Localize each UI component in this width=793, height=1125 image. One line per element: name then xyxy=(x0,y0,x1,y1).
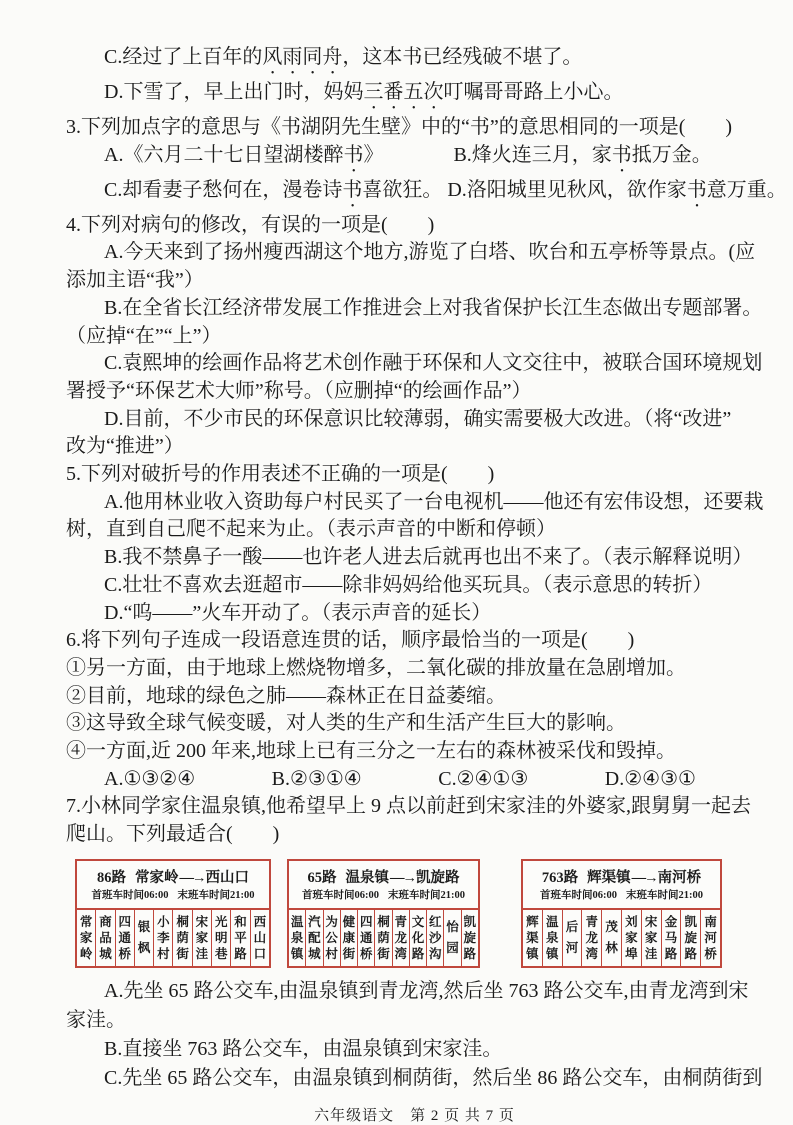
stop-char: 刘 xyxy=(625,914,638,929)
text-segment: A.先坐 65 路公交车,由温泉镇到青龙湾,然后坐 763 路公交车,由青龙湾到宋 xyxy=(104,979,749,1002)
text-segment: 抵万金。 xyxy=(631,143,712,166)
answer-choices-row xyxy=(104,766,696,794)
stop-char: 通 xyxy=(359,930,373,945)
stop-char: 洼 xyxy=(195,946,209,961)
stop-char: 城 xyxy=(308,946,321,961)
stop-char: 路 xyxy=(234,946,247,961)
last-bus-time: 末班车时间21:00 xyxy=(177,889,255,901)
text-segment: ②目前，地球的绿色之肺——森林正在日益萎缩。 xyxy=(66,684,506,707)
stop-char: 怡 xyxy=(446,919,459,934)
stop-name xyxy=(621,910,641,966)
stop-char: 泉 xyxy=(545,930,559,945)
text-line xyxy=(66,212,763,240)
stop-name xyxy=(153,910,172,966)
stop-char: 温 xyxy=(290,914,304,929)
text-line xyxy=(66,821,763,849)
stop-name xyxy=(542,910,562,966)
stop-char: 沟 xyxy=(429,946,442,961)
stop-name xyxy=(461,910,478,966)
stop-name xyxy=(443,910,460,966)
stop-char: 家 xyxy=(625,930,638,945)
text-segment: ④一方面,近 200 年来,地球上已有三分之一左右的森林被采伐和毁掉。 xyxy=(66,740,676,763)
stop-char: 旋 xyxy=(684,930,698,945)
stop-char: 青 xyxy=(585,914,599,929)
stop-char: 路 xyxy=(411,946,425,961)
text-line xyxy=(66,406,763,434)
stop-char: 康 xyxy=(342,930,356,945)
route-title xyxy=(523,861,720,887)
text-segment: C.袁熙坤的绘画作品将艺术创作融于环保和人文交往中，被联合国环境规划 xyxy=(104,352,763,375)
stop-char: 为 xyxy=(325,914,338,929)
stop-char: 林 xyxy=(605,941,618,956)
text-segment: A.《六月二十七日望湖楼醉 xyxy=(104,143,344,166)
route-from: 辉渠镇 xyxy=(587,869,631,886)
text-segment: 改为“推进”） xyxy=(66,435,184,458)
text-line xyxy=(66,239,763,267)
stop-char: 桥 xyxy=(359,946,373,961)
stop-char: 小 xyxy=(157,914,170,929)
text-segment: B.直接坐 763 路公交车，由温泉镇到宋家洼。 xyxy=(104,1037,503,1060)
text-segment: C.先坐 65 路公交车，由温泉镇到桐荫街，然后坐 86 路公交车，由桐荫街到 xyxy=(104,1066,763,1089)
text-segment: C.壮壮不喜欢去逛超市——除非妈妈给他买玩具。（表示意思的转折） xyxy=(104,573,713,596)
stop-name xyxy=(323,910,340,966)
stop-char: 龙 xyxy=(394,930,407,945)
route-from: 温泉镇 xyxy=(345,869,389,886)
answer-choice: D.②④③① xyxy=(604,767,696,790)
text-line xyxy=(66,1006,763,1035)
first-bus-time: 首班车时间06:00 xyxy=(91,889,169,901)
stop-char: 马 xyxy=(664,930,678,945)
text-segment: 添加主语“我”） xyxy=(66,269,204,292)
stop-char: 镇 xyxy=(526,946,539,961)
text-segment: 》 B.烽火连三月，家 xyxy=(363,143,612,166)
stop-char: 镇 xyxy=(545,946,559,961)
stop-name xyxy=(134,910,153,966)
stop-char: 红 xyxy=(429,914,442,929)
stop-char: 文 xyxy=(411,914,425,929)
text-segment: C.却看妻子愁何在，漫卷诗 xyxy=(104,178,343,201)
stop-char: 银 xyxy=(137,919,151,934)
stop-char: 汽 xyxy=(308,914,321,929)
text-line xyxy=(66,738,763,766)
stop-name xyxy=(680,910,700,966)
text-line xyxy=(66,378,763,406)
first-bus-time: 首班车时间06:00 xyxy=(302,889,379,901)
stop-char: 桥 xyxy=(118,946,131,961)
bus-timetable xyxy=(75,859,271,968)
text-line xyxy=(66,323,763,351)
stop-char: 化 xyxy=(411,930,425,945)
stop-char: 路 xyxy=(664,946,678,961)
text-line xyxy=(66,516,763,544)
stop-char: 西 xyxy=(253,914,267,929)
stop-char: 园 xyxy=(446,941,459,956)
stop-char: 岭 xyxy=(79,946,93,961)
stop-char: 桐 xyxy=(176,914,189,929)
emphasized-text: 风雨同舟 xyxy=(262,46,343,68)
text-line xyxy=(66,683,763,711)
stop-char: 街 xyxy=(342,946,356,961)
stops-row xyxy=(289,908,478,966)
stop-name xyxy=(172,910,191,966)
last-bus-time: 末班车时间21:00 xyxy=(388,889,465,901)
stop-char: 凯 xyxy=(684,914,698,929)
text-segment: D.下雪了，早上出门时，妈妈 xyxy=(104,81,364,103)
route-to: 南河桥 xyxy=(657,869,702,886)
route-title xyxy=(77,861,269,887)
route-arrow-icon: —→ xyxy=(631,869,657,886)
stop-char: 沙 xyxy=(429,930,442,945)
stop-char: 家 xyxy=(79,930,93,945)
stop-char: 和 xyxy=(234,914,247,929)
stop-name xyxy=(211,910,230,966)
stop-char: 街 xyxy=(377,946,390,961)
text-segment: （应掉“在”“上”） xyxy=(66,324,222,347)
first-bus-time: 首班车时间06:00 xyxy=(540,889,617,901)
stop-name xyxy=(409,910,426,966)
stop-char: 巷 xyxy=(214,946,228,961)
emphasized-text: 书 xyxy=(611,143,632,166)
stop-char: 家 xyxy=(195,930,209,945)
text-line xyxy=(66,977,763,1006)
route-times xyxy=(289,887,478,908)
stop-name xyxy=(192,910,211,966)
text-line xyxy=(66,600,763,628)
page-footer: 六年级语文 第 2 页 共 7 页 xyxy=(314,1107,515,1124)
text-segment: ①另一方面，由于地球上燃烧物增多，二氧化碳的排放量在急剧增加。 xyxy=(66,656,686,679)
text-segment: 爬山。下列最适合( ) xyxy=(66,823,280,846)
stop-char: 枫 xyxy=(137,941,151,956)
stop-name xyxy=(523,910,542,966)
text-line xyxy=(66,114,763,142)
text-segment: 叮嘱哥哥路上小心。 xyxy=(443,81,624,103)
stop-name xyxy=(250,910,269,966)
text-segment: 树，直到自己爬不起来为止。（表示声音的中断和停顿） xyxy=(66,518,556,541)
text-segment: 家洼。 xyxy=(66,1008,126,1031)
text-line xyxy=(66,350,763,378)
text-line xyxy=(66,1064,763,1093)
text-line xyxy=(66,267,763,295)
route-times xyxy=(77,887,269,908)
stop-name xyxy=(77,910,95,966)
stop-char: 健 xyxy=(342,914,356,929)
text-segment: 署授予“环保艺术大师”称号。（应删掉“的绘画作品”） xyxy=(66,379,532,402)
emphasized-text: 三番五次 xyxy=(363,81,444,103)
stop-char: 村 xyxy=(325,946,338,961)
route-from: 常家岭 xyxy=(135,869,179,886)
route-number: 65路 xyxy=(307,869,337,886)
text-line xyxy=(66,489,763,517)
text-segment: B.我不禁鼻子一酸——也许老人进去后就再也出不来了。（表示解释说明） xyxy=(104,546,753,569)
stop-char: 湾 xyxy=(585,946,599,961)
stop-char: 李 xyxy=(157,930,170,945)
text-segment: A.今天来到了扬州瘦西湖这个地方,游览了白塔、吹台和五亭桥等景点。(应 xyxy=(104,241,756,264)
stop-char: 后 xyxy=(565,919,579,934)
stop-name xyxy=(115,910,134,966)
text-line xyxy=(66,1035,763,1064)
stop-name xyxy=(357,910,374,966)
answer-choice: A.①③②④ xyxy=(104,767,196,790)
stop-char: 旋 xyxy=(463,930,477,945)
stop-char: 洼 xyxy=(644,946,658,961)
route-to: 凯旋路 xyxy=(416,869,460,886)
stop-char: 湾 xyxy=(394,946,407,961)
text-segment: 4.下列对病句的修改，有误的一项是( ) xyxy=(66,213,435,236)
text-line xyxy=(66,710,763,738)
text-segment: B.在全省长江经济带发展工作推进会上对我省保护长江生态做出专题部署。 xyxy=(104,296,763,319)
stop-char: 桐 xyxy=(377,914,390,929)
stop-char: 常 xyxy=(79,914,93,929)
stop-char: 村 xyxy=(157,946,170,961)
text-line xyxy=(66,44,763,79)
stop-char: 埠 xyxy=(625,946,638,961)
stop-char: 荫 xyxy=(176,930,189,945)
text-segment: 7.小林同学家住温泉镇,他希望早上 9 点以前赶到宋家洼的外婆家,跟舅舅一起去 xyxy=(66,795,751,818)
stops-row xyxy=(77,908,269,966)
stop-char: 荫 xyxy=(377,930,390,945)
text-line xyxy=(66,793,763,821)
stop-char: 河 xyxy=(565,941,579,956)
answer-choice: C.②④①③ xyxy=(438,767,529,790)
stop-char: 辉 xyxy=(526,914,539,929)
stop-char: 温 xyxy=(545,914,559,929)
text-segment: 喜欲狂。 D.洛阳城里见秋风，欲作家 xyxy=(362,178,687,201)
route-number: 763路 xyxy=(541,869,579,886)
stop-char: 品 xyxy=(99,930,112,945)
stop-char: 龙 xyxy=(585,930,599,945)
text-line xyxy=(66,544,763,572)
stop-name xyxy=(392,910,409,966)
text-line xyxy=(66,627,763,655)
stop-name xyxy=(374,910,391,966)
stop-name xyxy=(562,910,582,966)
stop-name xyxy=(340,910,357,966)
bus-timetable xyxy=(287,859,480,968)
stop-name xyxy=(661,910,681,966)
stop-char: 茂 xyxy=(605,919,618,934)
emphasized-text: 书 xyxy=(343,143,364,166)
stop-char: 山 xyxy=(253,930,267,945)
text-segment: D.目前，不少市民的环保意识比较薄弱，确实需要极大改进。（将“改进” xyxy=(104,407,732,430)
text-line xyxy=(66,461,763,489)
stop-char: 口 xyxy=(253,946,267,961)
route-number: 86路 xyxy=(97,869,126,886)
bus-timetable xyxy=(521,859,722,968)
stop-name xyxy=(289,910,305,966)
stop-name xyxy=(581,910,601,966)
text-segment: 5.下列对破折号的作用表述不正确的一项是( ) xyxy=(66,463,495,486)
last-bus-time: 末班车时间21:00 xyxy=(626,889,703,901)
stop-name xyxy=(230,910,249,966)
text-line xyxy=(66,572,763,600)
text-line xyxy=(66,177,787,212)
stop-name xyxy=(95,910,114,966)
stop-name xyxy=(700,910,720,966)
stop-char: 家 xyxy=(644,930,658,945)
stops-row xyxy=(523,908,720,966)
text-segment: A.他用林业收入资助每户村民买了一台电视机——他还有宏伟设想，还要栽 xyxy=(104,490,764,513)
stop-char: 街 xyxy=(176,946,189,961)
emphasized-text: 书 xyxy=(342,178,363,201)
stop-name xyxy=(305,910,322,966)
stop-char: 宋 xyxy=(644,914,658,929)
route-arrow-icon: —→ xyxy=(179,869,205,886)
stop-char: 光 xyxy=(214,914,228,929)
stop-char: 宋 xyxy=(195,914,209,929)
stop-char: 城 xyxy=(99,946,112,961)
stop-char: 通 xyxy=(118,930,131,945)
stop-char: 河 xyxy=(704,930,717,945)
stop-char: 青 xyxy=(394,914,407,929)
text-segment: ，这本书已经残破不堪了。 xyxy=(342,46,583,68)
stop-name xyxy=(426,910,443,966)
text-line xyxy=(66,295,763,323)
route-times xyxy=(523,887,720,908)
stop-char: 四 xyxy=(359,914,373,929)
text-segment: 意万重。 xyxy=(706,178,787,201)
text-line xyxy=(66,79,763,114)
route-title xyxy=(289,861,478,887)
question-text-block-top xyxy=(66,44,787,849)
stop-char: 平 xyxy=(234,930,247,945)
stop-char: 桥 xyxy=(704,946,717,961)
stop-char: 路 xyxy=(684,946,698,961)
stop-name xyxy=(601,910,621,966)
answer-choice: B.②③①④ xyxy=(271,767,362,790)
stop-char: 南 xyxy=(704,914,717,929)
question-text-block-bottom xyxy=(66,977,763,1093)
text-segment: 3.下列加点字的意思与《书湖阴先生壁》中的“书”的意思相同的一项是( ) xyxy=(66,116,733,138)
stop-name xyxy=(641,910,661,966)
emphasized-text: 书 xyxy=(686,178,707,201)
text-line xyxy=(66,433,763,461)
text-segment: 6.将下列句子连成一段语意连贯的话，顺序最恰当的一项是( ) xyxy=(66,629,635,652)
stop-char: 配 xyxy=(308,930,321,945)
stop-char: 明 xyxy=(214,930,228,945)
stop-char: 公 xyxy=(325,930,338,945)
stop-char: 渠 xyxy=(526,930,539,945)
text-segment: C.经过了上百年的 xyxy=(104,46,263,68)
text-segment: D.“呜——”火车开动了。（表示声音的延长） xyxy=(104,601,492,624)
stop-char: 路 xyxy=(463,946,477,961)
stop-char: 泉 xyxy=(290,930,304,945)
stop-char: 凯 xyxy=(463,914,477,929)
stop-char: 商 xyxy=(99,914,112,929)
text-segment: ③这导致全球气候变暖，对人类的生产和生活产生巨大的影响。 xyxy=(66,712,626,735)
stop-char: 四 xyxy=(118,914,131,929)
stop-char: 金 xyxy=(664,914,678,929)
stop-char: 镇 xyxy=(290,946,304,961)
route-arrow-icon: —→ xyxy=(390,869,415,886)
text-line xyxy=(66,655,763,683)
route-to: 西山口 xyxy=(205,869,249,886)
text-line xyxy=(66,142,763,177)
bus-timetables-row xyxy=(75,859,763,968)
